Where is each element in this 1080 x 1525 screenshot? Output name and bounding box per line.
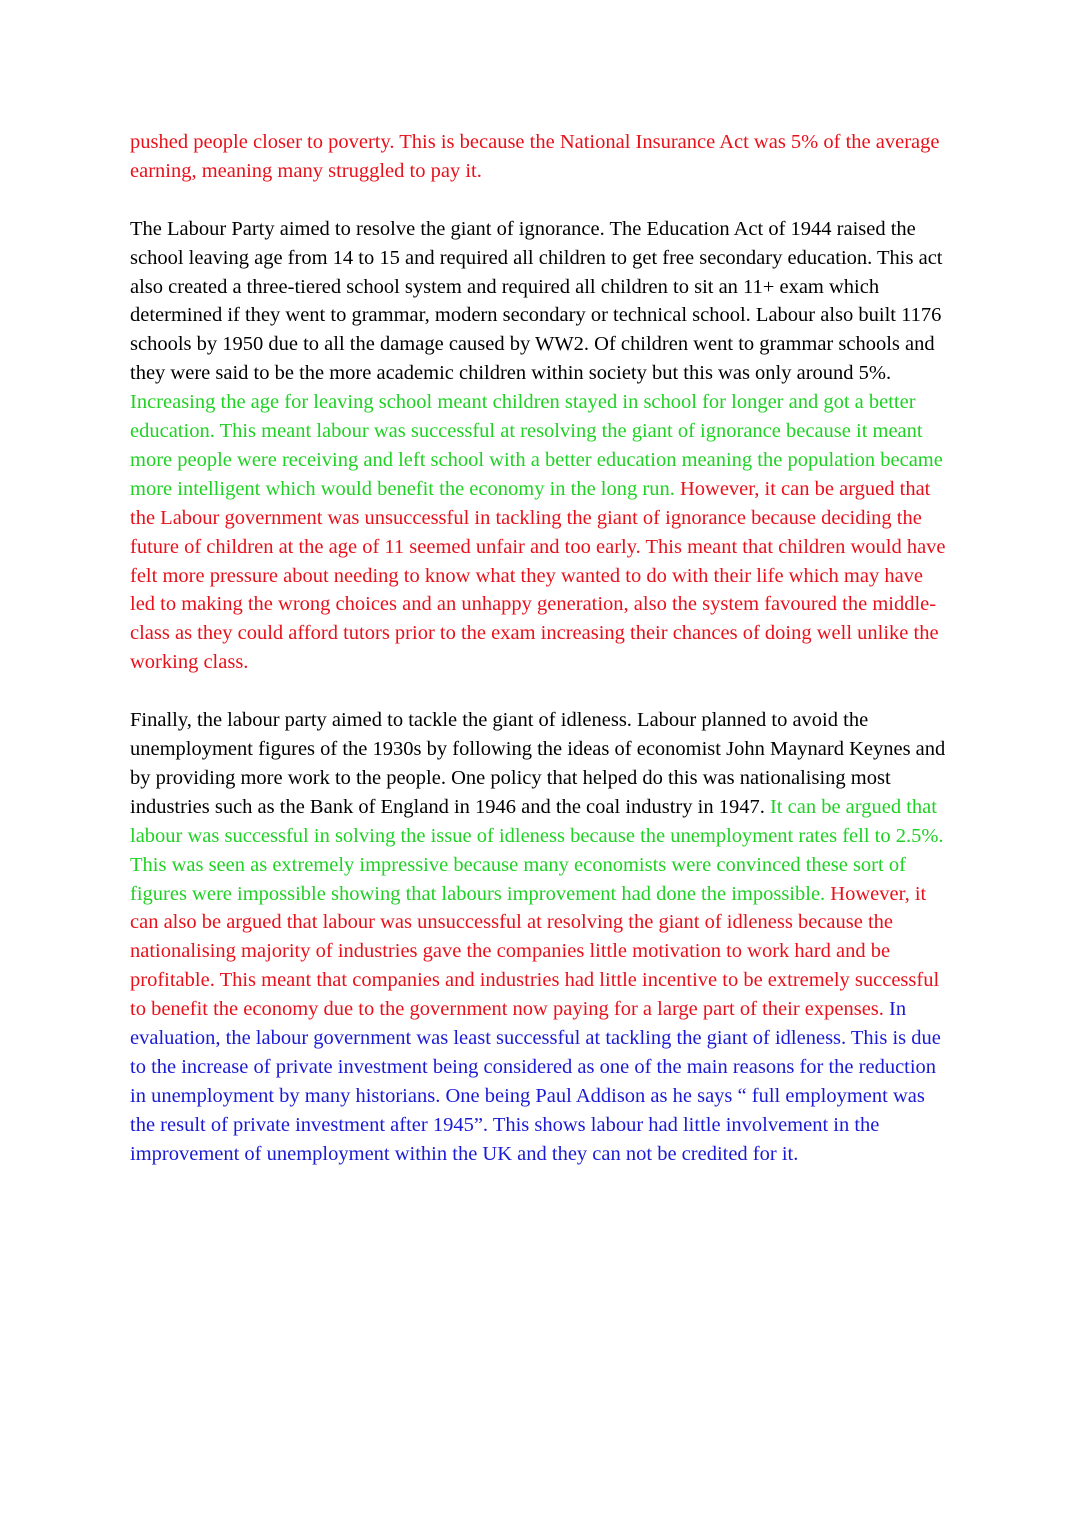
counterargument-text: pushed people closer to poverty. This is because the National Insurance Act was 5% of the average earning, meaning many struggled to pay it. [130,131,940,182]
paragraph-giant-idleness [130,706,950,1169]
evaluation-text: In evaluation, the labour government was least successful at tackling the giant of idleness. This is due to the increase of private investment being considered as one of the main reasons for the reduction in unemployment by many historians. One being Paul Addison as he says “ full employment was the result of private investment after 1945”. This shows labour had little involvement in the improvement of unemployment within the UK and they can not be credited for it. [130,998,941,1165]
counterargument-text: However, it can also be argued that labour was unsuccessful at resolving the giant of idleness because the nationalising majority of industries gave the companies little motivation to work hard and be profitable. This meant that companies and industries had little incentive to be extremely successful to benefit the economy due to the government now paying for a large part of their expenses. [130,882,940,1021]
context-text: The Labour Party aimed to resolve the giant of ignorance. The Education Act of 1944 raised the school leaving age from 14 to 15 and required all children to get free secondary education. This act also created a three-tiered school system and required all children to sit an 11+ exam which determined if they went to grammar, modern secondary or technical school. Labour also built 1176 schools by 1950 due to all the damage caused by WW2. Of children went to grammar schools and they were said to be the more academic children within society but this was only around 5%. [130,217,943,385]
document-page [130,128,950,1197]
counterargument-text: However, it can be argued that the Labour government was unsuccessful in tackling the giant of ignorance because deciding the future of children at the age of 11 seemed unfair and too early. This meant that children would have felt more pressure about needing to know what they wanted to do with their life which may have led to making the wrong choices and an unhappy generation, also the system favoured the middle- class as they could afford tutors prior to the exam increasing their chances of doing well unlike the working class. [130,477,946,674]
paragraph-giant-ignorance [130,215,950,678]
supporting-argument-text: Increasing the age for leaving school meant children stayed in school for longer and got a better education. This meant labour was successful at resolving the giant of ignorance because it meant more people were receiving and left school with a better education meaning the population became more intelligent which would benefit the economy in the long run. [130,391,943,500]
paragraph-poverty-conclusion [130,128,950,186]
context-text: Finally, the labour party aimed to tackle the giant of idleness. Labour planned to avoid the unemployment figures of the 1930s by following the ideas of economist John Maynard Keynes and by providing more work to the people. One policy that helped do this was nationalising most industries such as the Bank of England in 1946 and the coal industry in 1947. [130,709,946,818]
supporting-argument-text: It can be argued that labour was successful in solving the issue of idleness because the unemployment rates fell to 2.5%. This was seen as extremely impressive because many economists were convinced these sort of figures were impossible showing that labours improvement had done the impossible. [130,795,944,905]
